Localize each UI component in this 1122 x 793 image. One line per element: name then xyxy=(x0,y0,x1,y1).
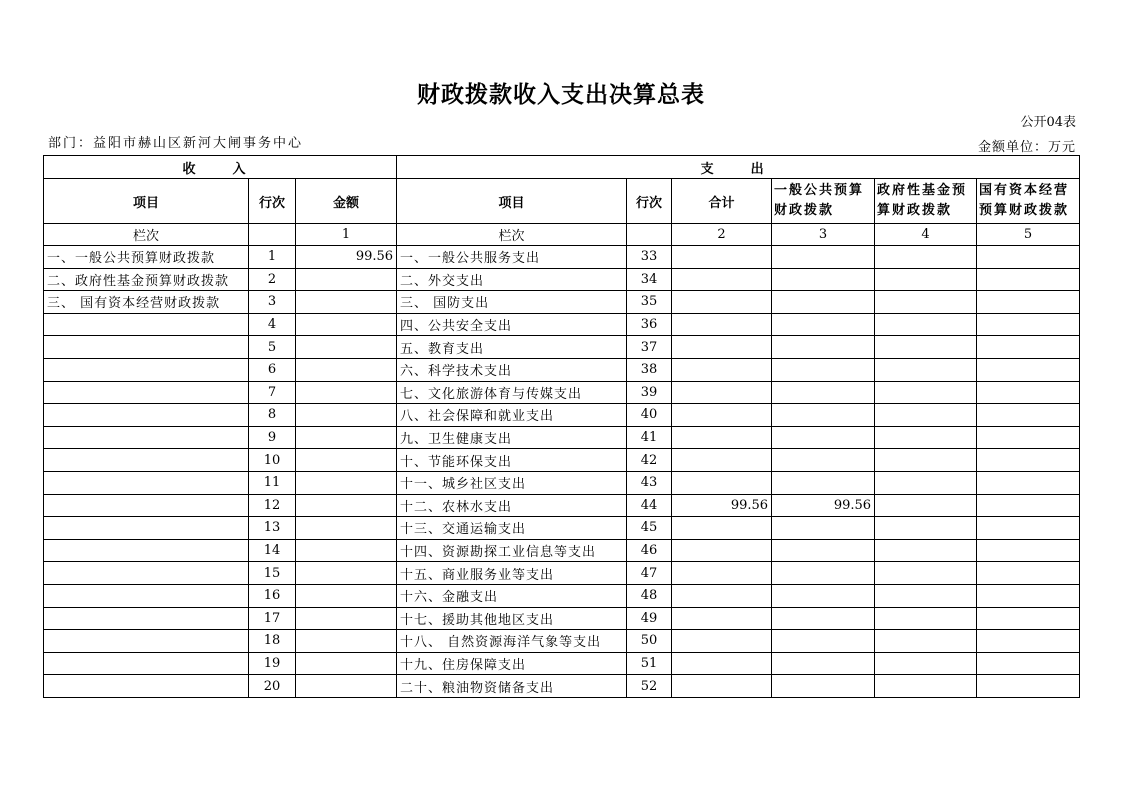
income-amount-cell xyxy=(296,404,397,427)
expense-item-cell: 十四、资源勘探工业信息等支出 xyxy=(397,539,627,562)
fiscal-summary-table xyxy=(43,155,1080,698)
general-budget-amount-cell xyxy=(772,675,875,698)
income-row-no-cell: 19 xyxy=(249,652,296,675)
income-item-cell: 二、政府性基金预算财政拨款 xyxy=(44,268,249,291)
expense-row-no-header: 行次 xyxy=(627,179,672,224)
expense-item-cell: 七、文化旅游体育与传媒支出 xyxy=(397,381,627,404)
general-budget-amount-cell xyxy=(772,336,875,359)
income-amount-cell xyxy=(296,336,397,359)
income-row-no-cell: 6 xyxy=(249,358,296,381)
expense-row-no-cell: 48 xyxy=(627,584,672,607)
total-amount-cell xyxy=(672,607,772,630)
table-row xyxy=(44,268,1080,291)
income-amount-cell xyxy=(296,358,397,381)
income-amount-cell xyxy=(296,562,397,585)
column-number-row xyxy=(44,224,1080,246)
income-row-no-cell: 1 xyxy=(249,246,296,269)
gov-fund-amount-cell xyxy=(875,607,977,630)
income-row-no-cell: 15 xyxy=(249,562,296,585)
general-budget-amount-cell xyxy=(772,381,875,404)
expense-row-no-cell: 49 xyxy=(627,607,672,630)
expense-item-cell: 十六、金融支出 xyxy=(397,584,627,607)
income-amount-cell: 99.56 xyxy=(296,246,397,269)
expense-item-cell: 十七、援助其他地区支出 xyxy=(397,607,627,630)
column-header-row xyxy=(44,179,1080,224)
gov-fund-amount-cell xyxy=(875,517,977,540)
gov-fund-amount-cell xyxy=(875,313,977,336)
state-capital-amount-cell xyxy=(977,607,1080,630)
total-amount-cell xyxy=(672,426,772,449)
expense-row-no-cell: 33 xyxy=(627,246,672,269)
table-row xyxy=(44,562,1080,585)
table-row xyxy=(44,336,1080,359)
gov-fund-amount-cell xyxy=(875,381,977,404)
expense-row-no-cell: 52 xyxy=(627,675,672,698)
income-item-cell: 三、 国有资本经营财政拨款 xyxy=(44,291,249,314)
total-amount-cell xyxy=(672,246,772,269)
expense-item-cell: 十八、 自然资源海洋气象等支出 xyxy=(397,630,627,653)
expense-column-label: 栏次 xyxy=(397,224,627,246)
expense-section-header: 支 出 xyxy=(397,156,1080,179)
general-budget-amount-cell xyxy=(772,539,875,562)
table-row xyxy=(44,449,1080,472)
table-row xyxy=(44,358,1080,381)
expense-row-no-cell: 51 xyxy=(627,652,672,675)
income-amount-cell xyxy=(296,449,397,472)
state-capital-amount-cell xyxy=(977,336,1080,359)
expense-item-cell: 十五、商业服务业等支出 xyxy=(397,562,627,585)
gov-fund-amount-cell xyxy=(875,291,977,314)
total-amount-cell xyxy=(672,652,772,675)
general-column-number: 3 xyxy=(772,224,875,246)
gov-fund-amount-cell xyxy=(875,268,977,291)
total-amount-cell xyxy=(672,675,772,698)
income-item-cell xyxy=(44,313,249,336)
expense-item-cell: 一、一般公共服务支出 xyxy=(397,246,627,269)
state-capital-amount-cell xyxy=(977,494,1080,517)
income-amount-cell xyxy=(296,494,397,517)
total-amount-cell xyxy=(672,539,772,562)
gov-fund-amount-cell xyxy=(875,539,977,562)
total-amount-cell xyxy=(672,291,772,314)
total-amount-cell xyxy=(672,517,772,540)
income-row-no-cell: 8 xyxy=(249,404,296,427)
income-amount-header: 金额 xyxy=(296,179,397,224)
income-item-cell xyxy=(44,584,249,607)
state-capital-header: 国有资本经营预算财政拨款 xyxy=(977,179,1080,224)
income-item-cell xyxy=(44,336,249,359)
state-capital-amount-cell xyxy=(977,539,1080,562)
general-budget-amount-cell xyxy=(772,630,875,653)
state-capital-column-number: 5 xyxy=(977,224,1080,246)
table-row xyxy=(44,675,1080,698)
table-row xyxy=(44,471,1080,494)
income-amount-cell xyxy=(296,517,397,540)
gov-fund-amount-cell xyxy=(875,404,977,427)
income-amount-cell xyxy=(296,313,397,336)
table-row xyxy=(44,426,1080,449)
income-item-cell xyxy=(44,426,249,449)
expense-row-no-cell: 36 xyxy=(627,313,672,336)
general-budget-amount-cell xyxy=(772,517,875,540)
expense-item-cell: 十一、城乡社区支出 xyxy=(397,471,627,494)
general-budget-amount-cell xyxy=(772,291,875,314)
general-budget-amount-cell xyxy=(772,358,875,381)
table-row xyxy=(44,517,1080,540)
expense-item-cell: 二十、粮油物资储备支出 xyxy=(397,675,627,698)
general-budget-amount-cell xyxy=(772,584,875,607)
income-item-cell: 一、一般公共预算财政拨款 xyxy=(44,246,249,269)
expense-item-header: 项目 xyxy=(397,179,627,224)
total-amount-cell xyxy=(672,449,772,472)
income-amount-cell xyxy=(296,291,397,314)
income-row-no-cell: 10 xyxy=(249,449,296,472)
total-column-number: 2 xyxy=(672,224,772,246)
expense-item-cell: 十二、农林水支出 xyxy=(397,494,627,517)
expense-row-no-cell: 38 xyxy=(627,358,672,381)
state-capital-amount-cell xyxy=(977,313,1080,336)
table-row xyxy=(44,381,1080,404)
state-capital-amount-cell xyxy=(977,517,1080,540)
table-row xyxy=(44,494,1080,517)
table-row xyxy=(44,313,1080,336)
income-section-header: 收 入 xyxy=(44,156,397,179)
income-item-cell xyxy=(44,517,249,540)
expense-item-cell: 十三、交通运输支出 xyxy=(397,517,627,540)
total-amount-cell xyxy=(672,562,772,585)
state-capital-amount-cell xyxy=(977,675,1080,698)
expense-item-cell: 八、社会保障和就业支出 xyxy=(397,404,627,427)
income-row-no-cell: 9 xyxy=(249,426,296,449)
income-row-no-cell: 2 xyxy=(249,268,296,291)
state-capital-amount-cell xyxy=(977,381,1080,404)
department-label: 部门：益阳市赫山区新河大闸事务中心 xyxy=(48,136,304,151)
expense-item-cell: 十九、住房保障支出 xyxy=(397,652,627,675)
income-amount-cell xyxy=(296,539,397,562)
gov-fund-amount-cell xyxy=(875,652,977,675)
income-amount-cell xyxy=(296,607,397,630)
income-amount-cell xyxy=(296,675,397,698)
income-row-no-cell: 5 xyxy=(249,336,296,359)
income-row-no-cell: 18 xyxy=(249,630,296,653)
income-item-cell xyxy=(44,675,249,698)
income-item-cell xyxy=(44,562,249,585)
page-title: 财政拨款收入支出决算总表 xyxy=(417,82,705,108)
income-amount-cell xyxy=(296,268,397,291)
gov-fund-amount-cell xyxy=(875,562,977,585)
expense-row-no-cell: 41 xyxy=(627,426,672,449)
expense-row-no-cell: 35 xyxy=(627,291,672,314)
state-capital-amount-cell xyxy=(977,652,1080,675)
income-item-cell xyxy=(44,494,249,517)
expense-item-cell: 二、外交支出 xyxy=(397,268,627,291)
total-amount-cell xyxy=(672,268,772,291)
gov-fund-column-number: 4 xyxy=(875,224,977,246)
general-budget-amount-cell xyxy=(772,404,875,427)
table-row xyxy=(44,539,1080,562)
income-row-column-number xyxy=(249,224,296,246)
expense-row-no-cell: 47 xyxy=(627,562,672,585)
income-item-cell xyxy=(44,652,249,675)
form-number: 公开04表 xyxy=(1020,115,1076,130)
income-item-cell xyxy=(44,607,249,630)
income-amount-cell xyxy=(296,426,397,449)
income-row-no-cell: 20 xyxy=(249,675,296,698)
expense-row-no-cell: 42 xyxy=(627,449,672,472)
gov-fund-amount-cell xyxy=(875,471,977,494)
state-capital-amount-cell xyxy=(977,268,1080,291)
amount-unit-label: 金额单位：万元 xyxy=(977,140,1076,155)
income-row-no-cell: 13 xyxy=(249,517,296,540)
gov-fund-header: 政府性基金预算财政拨款 xyxy=(875,179,977,224)
income-row-no-cell: 12 xyxy=(249,494,296,517)
gov-fund-amount-cell xyxy=(875,675,977,698)
expense-row-no-cell: 44 xyxy=(627,494,672,517)
income-item-cell xyxy=(44,404,249,427)
state-capital-amount-cell xyxy=(977,246,1080,269)
expense-item-cell: 六、科学技术支出 xyxy=(397,358,627,381)
income-amount-cell xyxy=(296,584,397,607)
income-row-no-cell: 11 xyxy=(249,471,296,494)
state-capital-amount-cell xyxy=(977,630,1080,653)
gov-fund-amount-cell xyxy=(875,494,977,517)
income-amount-column-number: 1 xyxy=(296,224,397,246)
expense-item-cell: 九、卫生健康支出 xyxy=(397,426,627,449)
gov-fund-amount-cell xyxy=(875,336,977,359)
state-capital-amount-cell xyxy=(977,471,1080,494)
gov-fund-amount-cell xyxy=(875,584,977,607)
gov-fund-amount-cell xyxy=(875,358,977,381)
income-item-header: 项目 xyxy=(44,179,249,224)
expense-row-no-cell: 43 xyxy=(627,471,672,494)
state-capital-amount-cell xyxy=(977,291,1080,314)
general-budget-header: 一般公共预算财政拨款 xyxy=(772,179,875,224)
expense-row-no-cell: 46 xyxy=(627,539,672,562)
total-amount-cell xyxy=(672,313,772,336)
expense-row-no-cell: 45 xyxy=(627,517,672,540)
income-amount-cell xyxy=(296,381,397,404)
general-budget-amount-cell xyxy=(772,607,875,630)
gov-fund-amount-cell xyxy=(875,449,977,472)
total-amount-cell xyxy=(672,381,772,404)
income-item-cell xyxy=(44,539,249,562)
income-row-no-cell: 14 xyxy=(249,539,296,562)
expense-row-column-number xyxy=(627,224,672,246)
general-budget-amount-cell xyxy=(772,246,875,269)
income-amount-cell xyxy=(296,630,397,653)
total-header: 合计 xyxy=(672,179,772,224)
table-row xyxy=(44,291,1080,314)
income-row-no-cell: 7 xyxy=(249,381,296,404)
table-row xyxy=(44,630,1080,653)
table-row xyxy=(44,584,1080,607)
state-capital-amount-cell xyxy=(977,358,1080,381)
total-amount-cell xyxy=(672,336,772,359)
general-budget-amount-cell xyxy=(772,313,875,336)
income-row-no-cell: 17 xyxy=(249,607,296,630)
gov-fund-amount-cell xyxy=(875,426,977,449)
total-amount-cell xyxy=(672,584,772,607)
expense-item-cell: 四、公共安全支出 xyxy=(397,313,627,336)
state-capital-amount-cell xyxy=(977,449,1080,472)
total-amount-cell xyxy=(672,404,772,427)
income-row-no-cell: 4 xyxy=(249,313,296,336)
total-amount-cell xyxy=(672,471,772,494)
general-budget-amount-cell xyxy=(772,268,875,291)
expense-item-cell: 十、节能环保支出 xyxy=(397,449,627,472)
total-amount-cell xyxy=(672,630,772,653)
expense-row-no-cell: 39 xyxy=(627,381,672,404)
income-item-cell xyxy=(44,630,249,653)
expense-row-no-cell: 40 xyxy=(627,404,672,427)
state-capital-amount-cell xyxy=(977,584,1080,607)
expense-item-cell: 三、 国防支出 xyxy=(397,291,627,314)
table-row xyxy=(44,246,1080,269)
state-capital-amount-cell xyxy=(977,404,1080,427)
state-capital-amount-cell xyxy=(977,426,1080,449)
expense-row-no-cell: 37 xyxy=(627,336,672,359)
income-item-cell xyxy=(44,471,249,494)
table-row xyxy=(44,652,1080,675)
expense-row-no-cell: 34 xyxy=(627,268,672,291)
income-row-no-cell: 16 xyxy=(249,584,296,607)
total-amount-cell xyxy=(672,358,772,381)
general-budget-amount-cell xyxy=(772,449,875,472)
income-column-label: 栏次 xyxy=(44,224,249,246)
income-row-no-header: 行次 xyxy=(249,179,296,224)
income-amount-cell xyxy=(296,652,397,675)
general-budget-amount-cell xyxy=(772,426,875,449)
section-header-row xyxy=(44,156,1080,179)
table-row xyxy=(44,607,1080,630)
expense-row-no-cell: 50 xyxy=(627,630,672,653)
gov-fund-amount-cell xyxy=(875,246,977,269)
general-budget-amount-cell xyxy=(772,562,875,585)
gov-fund-amount-cell xyxy=(875,630,977,653)
income-item-cell xyxy=(44,449,249,472)
total-amount-cell: 99.56 xyxy=(672,494,772,517)
general-budget-amount-cell xyxy=(772,471,875,494)
state-capital-amount-cell xyxy=(977,562,1080,585)
income-item-cell xyxy=(44,381,249,404)
expense-item-cell: 五、教育支出 xyxy=(397,336,627,359)
general-budget-amount-cell: 99.56 xyxy=(772,494,875,517)
income-item-cell xyxy=(44,358,249,381)
general-budget-amount-cell xyxy=(772,652,875,675)
income-amount-cell xyxy=(296,471,397,494)
income-row-no-cell: 3 xyxy=(249,291,296,314)
table-row xyxy=(44,404,1080,427)
